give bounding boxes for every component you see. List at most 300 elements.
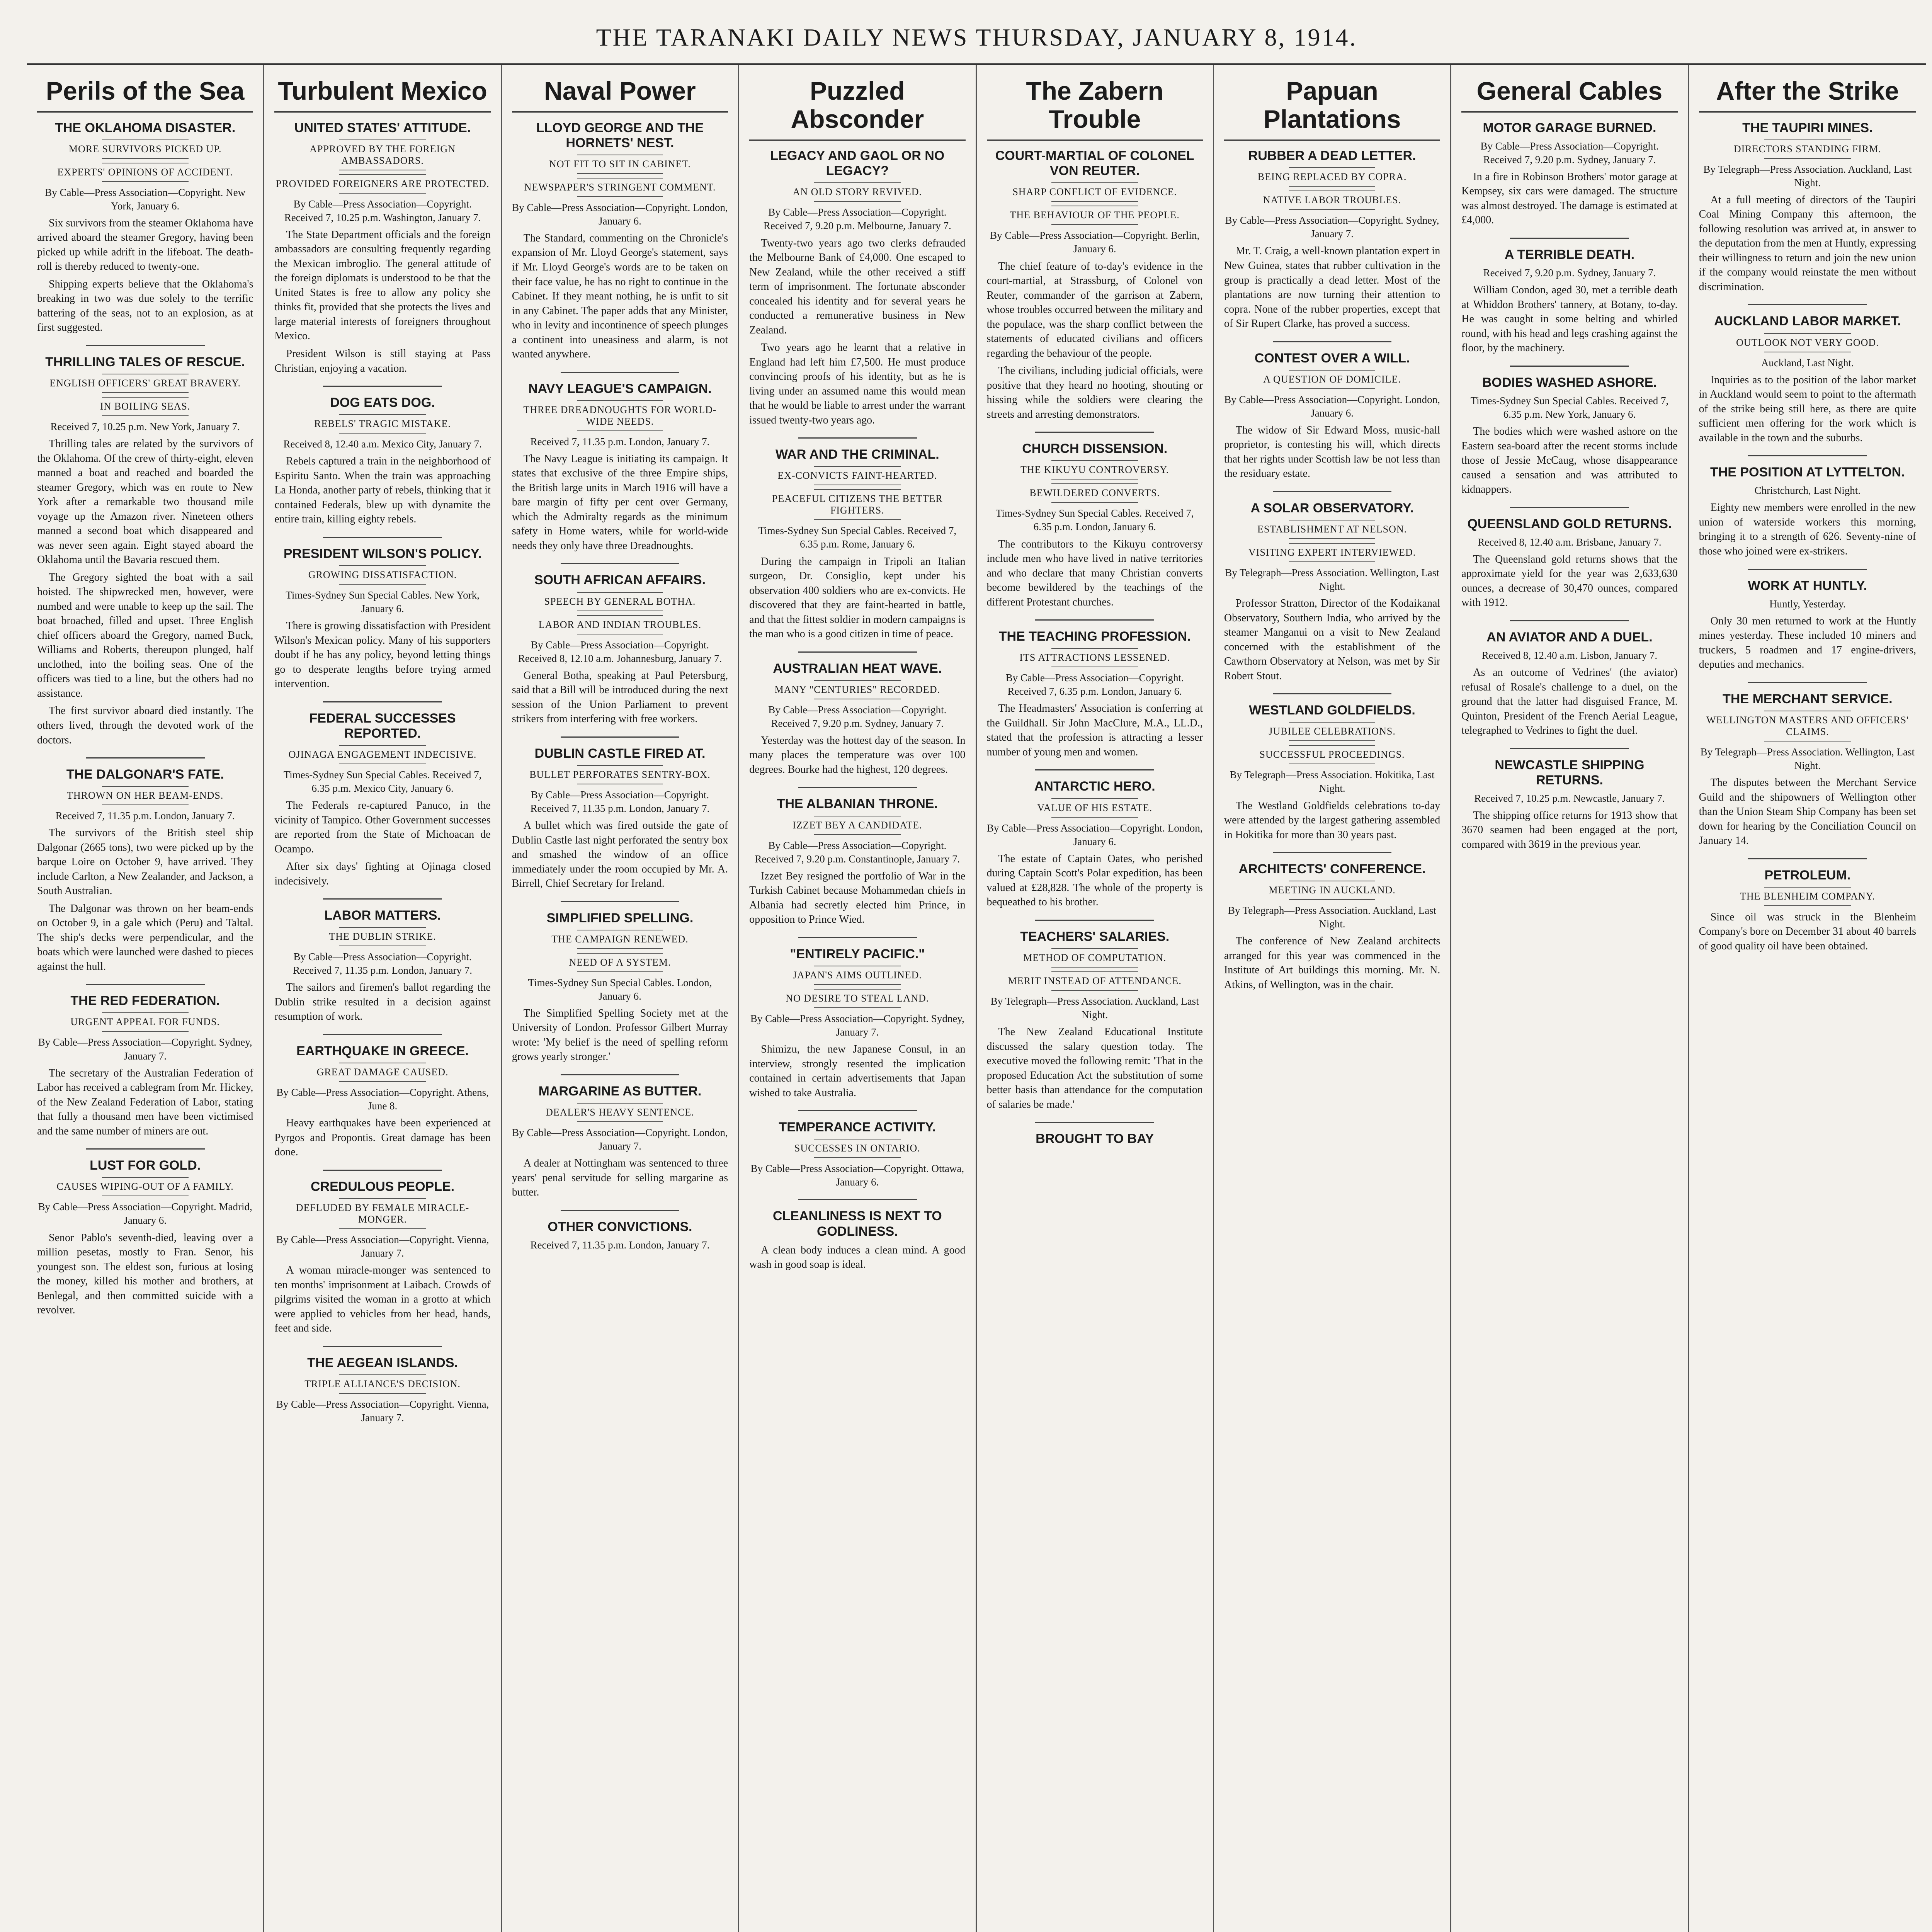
article (987, 432, 1203, 609)
article (1461, 366, 1677, 497)
article-dateline: Received 7, 11.35 p.m. London, January 7. (55, 810, 235, 822)
article-dateline: By Cable—Press Association—Copyright. Sydney, January 7. (1225, 214, 1439, 240)
article-dateline: By Cable—Press Association—Copyright. Received 7, 10.25 p.m. Washington, January 7. (284, 198, 481, 223)
article-subheading: DEALER'S HEAVY SENTENCE. (512, 1103, 728, 1122)
article-divider (1273, 341, 1392, 342)
article-dateline: Times-Sydney Sun Special Cables. Received 7, 6.35 p.m. Rome, January 6. (758, 525, 957, 550)
article-dateline: Times-Sydney Sun Special Cables. Received 7, 6.35 p.m. London, January 6. (995, 507, 1194, 533)
article-paragraph: In a fire in Robinson Brothers' motor garage at Kempsey, six cars were damaged. The structure was almost destroyed. The damage is estimated at £4,000. (1461, 170, 1678, 226)
article-divider (798, 437, 917, 439)
article-subheading: THE BLENHEIM COMPANY. (1699, 887, 1916, 906)
article-paragraph: Mr. T. Craig, a well-known plantation expert in New Guinea, states that rubber cultivation in the group is practically a dead letter. Most of the plantations are now turning their attention to copra. None of the rubber properties, except that of Sir Rupert Clarke, has proved a success. (1224, 245, 1440, 330)
article-divider (323, 1170, 442, 1171)
article-headline: AN AVIATOR AND A DUEL. (1486, 629, 1653, 645)
article-subheading: THE CAMPAIGN RENEWED. (512, 930, 728, 949)
article-subheading: BEWILDERED CONVERTS. (987, 483, 1203, 503)
article-divider (1510, 366, 1629, 367)
article-paragraph: There is growing dissatisfaction with President Wilson's Mexican policy. Many of his supporters doubt if he has any policy, beyond letting things go to desperate lengths before trying armed intervention. (274, 620, 491, 690)
article (987, 769, 1203, 909)
article-divider (1748, 682, 1867, 683)
article-headline: RUBBER A DEAD LETTER. (1248, 148, 1416, 163)
article (512, 736, 728, 891)
article-subheading: EX-CONVICTS FAINT-HEARTED. (749, 466, 965, 485)
article-divider (1748, 455, 1867, 456)
article-dateline: By Cable—Press Association—Copyright. Received 8, 12.10 a.m. Johannesburg, January 7. (518, 639, 722, 664)
article-dateline: Received 8, 12.40 a.m. Lisbon, January 7. (1481, 649, 1658, 661)
article-subheading: MEETING IN AUCKLAND. (1224, 881, 1440, 900)
article-subheading: NOT FIT TO SIT IN CABINET. (512, 155, 728, 174)
article-subheading: URGENT APPEAL FOR FUNDS. (37, 1012, 253, 1032)
article-subheading: IN BOILING SEAS. (37, 397, 253, 416)
article (749, 937, 965, 1100)
article (1699, 682, 1916, 848)
article-dateline: By Cable—Press Association—Copyright. London, January 7. (512, 1127, 728, 1152)
article-headline: QUEENSLAND GOLD RETURNS. (1467, 516, 1672, 531)
article-paragraph: The shipping office returns for 1913 show that 3670 seamen had been engaged at the port, compared with 3619 in the previous year. (1461, 809, 1678, 850)
article-subheading: EXPERTS' OPINIONS OF ACCIDENT. (37, 163, 253, 182)
article (1224, 491, 1440, 683)
article (274, 1170, 490, 1336)
article-divider (323, 537, 442, 538)
article-divider (1273, 491, 1392, 492)
article-dateline: By Telegraph—Press Association. Auckland, Last Night. (990, 995, 1199, 1020)
article (1699, 858, 1916, 954)
article-dateline: By Cable—Press Association—Copyright. Vienna, January 7. (276, 1233, 489, 1259)
article (512, 1074, 728, 1200)
article-paragraph: The survivors of the British steel ship Dalgonar (2665 tons), two were picked up by the barque Loire on October 9, have arrived. They include Carlton, a New Zealander, and Jackson, a South Australian. (37, 827, 253, 897)
article-subheading: SUCCESSFUL PROCEEDINGS. (1224, 745, 1440, 764)
article-headline: PETROLEUM. (1764, 867, 1851, 883)
article-headline: THE ALBANIAN THRONE. (777, 796, 938, 811)
article-headline: THE TEACHING PROFESSION. (998, 629, 1191, 644)
article (1461, 748, 1677, 852)
article-paragraph: Six survivors from the steamer Oklahoma have arrived aboard the steamer Gregory, having been picked up while adrift in the lifeboat. The death-roll is thereby reduced to twenty-one. (37, 217, 253, 273)
article (1699, 569, 1916, 672)
article-divider (798, 1199, 917, 1200)
article-paragraph: The secretary of the Australian Federation of Labor has received a cablegram from Mr. Hickey, of the New Zealand Federation of Labor, stating that fully a thousand men have been victimised and the same number of miners are out. (37, 1067, 253, 1137)
article-subheading: NEED OF A SYSTEM. (512, 953, 728, 972)
news-column (1214, 65, 1451, 1932)
article-divider (1510, 748, 1629, 749)
article-paragraph: The Navy League is initiating its campaign. It states that exclusive of the three Empire ships, the British large units in March 1916 will have a bare margin of fifty per cent over Germany, which the Admiralty regards as the minimum safety in Home waters, while for world-wide needs they only have three Dreadnoughts. (512, 452, 728, 552)
news-column (1451, 65, 1689, 1932)
article-subheading: TRIPLE ALLIANCE'S DECISION. (274, 1374, 490, 1394)
article-headline: BODIES WASHED ASHORE. (1482, 375, 1657, 390)
article-divider (1035, 920, 1154, 921)
article-paragraph: The sailors and firemen's ballot regarding the Dublin strike resulted in a decision against resumption of work. (274, 981, 491, 1023)
article (37, 121, 253, 335)
article-divider (323, 898, 442, 900)
article-headline: COURT-MARTIAL OF COLONEL VON REUTER. (995, 148, 1194, 179)
article-paragraph: Shipping experts believe that the Oklahoma's breaking in two was due solely to the terrific battering of the seas, not to an explosion, as at first suggested. (37, 278, 253, 334)
article-headline: NEWCASTLE SHIPPING RETURNS. (1495, 757, 1645, 787)
news-column (264, 65, 502, 1932)
article-divider (323, 1034, 442, 1035)
article-divider (1510, 620, 1629, 621)
article-headline: LLOYD GEORGE AND THE HORNETS' NEST. (536, 120, 704, 150)
article-dateline: By Telegraph—Press Association. Wellington, Last Night. (1700, 746, 1915, 771)
article-divider (1273, 852, 1392, 853)
article-dateline: By Cable—Press Association—Copyright. New York, January 6. (45, 186, 246, 212)
article-subheading: OJINAGA ENGAGEMENT INDECISIVE. (274, 745, 490, 764)
article-paragraph: Inquiries as to the position of the labor market in Auckland would seem to point to the aftermath of the strike being still here, as there are quite sufficient men offering for the work which is available in the town and the suburbs. (1699, 374, 1916, 444)
article (274, 537, 490, 691)
article (749, 1110, 965, 1189)
article-paragraph: Two years ago he learnt that a relative in England had left him £7,500. He must produce convincing proofs of his identity, but as he is living under an assumed name this would mean that he would be liable to arrest under the warrant issued twenty-two years ago. (749, 342, 966, 426)
article-subheading: NATIVE LABOR TROUBLES. (1224, 190, 1440, 210)
article-dateline: By Telegraph—Press Association. Hokitika, Last Night. (1230, 769, 1435, 794)
article (274, 701, 490, 888)
article-dateline: Huntly, Yesterday. (1769, 598, 1846, 610)
article (1461, 121, 1677, 228)
article-divider (1035, 432, 1154, 433)
article-headline: LABOR MATTERS. (324, 908, 441, 923)
article-dateline: Times-Sydney Sun Special Cables. Received 7, 6.35 p.m. Mexico City, January 6. (283, 769, 482, 794)
article-dateline: Received 8, 12.40 a.m. Mexico City, January 7. (283, 438, 482, 450)
article-paragraph: The New Zealand Educational Institute discussed the salary question today. The executive moved the following remit: 'That in the proposed Education Act the substitution of some better basis than attendance for the computation of salaries be made.' (986, 1026, 1203, 1111)
article (1461, 238, 1677, 355)
article-divider (323, 701, 442, 702)
article (274, 121, 490, 376)
article (749, 148, 965, 427)
article-paragraph: The Westland Goldfields celebrations to-day were attended by the largest gathering assembled in Hokitika for more than 30 years past. (1224, 799, 1440, 841)
article-headline: THRILLING TALES OF RESCUE. (45, 355, 245, 369)
article (274, 386, 490, 527)
article-dateline: Auckland, Last Night. (1761, 357, 1854, 369)
article-subheading: AN OLD STORY REVIVED. (749, 182, 965, 202)
article-paragraph: The contributors to the Kikuyu controversy include men who have lived in native territories and who declare that many Christian converts become bewildered by the teachings of the different Protestant churches. (986, 538, 1203, 608)
article-headline: NAVY LEAGUE'S CAMPAIGN. (528, 381, 712, 396)
article-paragraph: Professor Stratton, Director of the Kodaikanal Observatory, Southern India, who arrived by the steamer Manganui on a visit to New Zealand concerned with the establishment of the Cawthorn Observatory at Nelson, was met by Sir Robert Stout. (1224, 597, 1440, 682)
article (1224, 693, 1440, 842)
article-dateline: By Telegraph—Press Association. Wellington, Last Night. (1225, 567, 1439, 592)
article-dateline: By Cable—Press Association—Copyright. Sydney, January 7. (38, 1036, 252, 1062)
article (37, 757, 253, 974)
article-paragraph: A woman miracle-monger was sentenced to ten months' imprisonment at Laibach. Crowds of pilgrims visited the woman in a grotto at which were applied to vehicles from her head, hands, feet and side. (274, 1264, 491, 1335)
article-headline: AUCKLAND LABOR MARKET. (1714, 314, 1901, 329)
article-paragraph: The first survivor aboard died instantly. The others lived, through the devoted work of the doctors. (37, 705, 253, 746)
article-subheading: APPROVED BY THE FOREIGN AMBASSADORS. (274, 139, 490, 170)
article-paragraph: The Queensland gold returns shows that the approximate yield for the year was 2,633,630 ounces, a decrease of 30,470 ounces, compared with 1912. (1461, 553, 1678, 609)
article-paragraph: The civilians, including judicial officials, were positive that they heard no hooting, shouting or hissing while the soldiers were clearing the streets and arresting demonstrators. (986, 365, 1203, 420)
article (987, 1122, 1203, 1146)
article-dateline: Received 7, 10.25 p.m. Newcastle, January 7. (1474, 792, 1665, 804)
column-title: Papuan Plantations (1224, 77, 1440, 141)
article-divider (1748, 858, 1867, 859)
article-divider (561, 1210, 680, 1211)
article-subheading: WELLINGTON MASTERS AND OFFICERS' CLAIMS. (1699, 711, 1916, 742)
article-paragraph: The widow of Sir Edward Moss, music-hall proprietor, is contesting his will, which directs that her rights under Scottish law be not less than the residuary estate. (1224, 424, 1440, 480)
article-paragraph: The Headmasters' Association is conferring at the Guildhall. Sir John MacClure, M.A., LL.D., stated that the profession is attracting a lesser number of young men and women. (986, 702, 1203, 758)
article-subheading: THE BEHAVIOUR OF THE PEOPLE. (987, 206, 1203, 225)
article-subheading: REBELS' TRAGIC MISTAKE. (274, 414, 490, 434)
article-paragraph: The State Department officials and the foreign ambassadors are consulting frequently regarding the Mexican imbroglio. The general attitude of the foreign diplomats is understood to be that the United States is free to allow any policy she thinks fit, provided that she protects the lives and large material interests of foreigners throughout Mexico. (274, 228, 491, 342)
article-dateline: By Cable—Press Association—Copyright. Received 7, 11.35 p.m. London, January 7. (293, 951, 473, 976)
article-dateline: By Cable—Press Association—Copyright. London, January 6. (1224, 393, 1440, 419)
article (274, 1346, 490, 1425)
article-divider (1748, 304, 1867, 305)
article-subheading: CAUSES WIPING-OUT OF A FAMILY. (37, 1177, 253, 1196)
article-headline: LEGACY AND GAOL OR NO LEGACY? (770, 148, 945, 179)
article-paragraph: The Standard, commenting on the Chronicle's expansion of Mr. Lloyd George's statement, says if Mr. Lloyd George's words are to be taken on their face value, he has no right to continue in the Cabinet. If they meant nothing, he is unfit to sit in any Cabinet. The paper adds that any Minister, who in levity and incontinence of speech plunges a continent into uneasiness and alarm, is not wanted anywhere. (512, 232, 728, 361)
article-paragraph: The Dalgonar was thrown on her beam-ends on October 9, in a gale which (Peru) and Taltal. The ship's decks were perpendicular, and the boats which were launched were dashed to pieces against the hull. (37, 902, 253, 973)
article-divider (1748, 569, 1867, 570)
article-subheading: DIRECTORS STANDING FIRM. (1699, 139, 1916, 159)
article-dateline: By Telegraph—Press Association. Auckland, Last Night. (1703, 163, 1912, 189)
article-headline: UNITED STATES' ATTITUDE. (294, 120, 471, 135)
article-subheading: BULLET PERFORATES SENTRY-BOX. (512, 765, 728, 784)
article-dateline: By Cable—Press Association—Copyright. London, January 6. (512, 201, 728, 227)
article-paragraph: William Condon, aged 30, met a terrible death at Whiddon Brothers' tannery, at Botany, to-day. He was caught in some belting and whirled round, with his head and legs crashing against the floor, by the machinery. (1461, 284, 1678, 354)
article-divider (86, 757, 205, 759)
article (512, 1210, 728, 1252)
article-headline: SIMPLIFIED SPELLING. (546, 910, 694, 925)
article-paragraph: After six days' fighting at Ojinaga closed indecisively. (274, 861, 491, 887)
article-dateline: By Cable—Press Association—Copyright. Received 7, 11.35 p.m. London, January 7. (530, 789, 710, 814)
article-divider (323, 386, 442, 387)
article-paragraph: The estate of Captain Oates, who perished during Captain Scott's Polar expedition, has been valued at £28,828. The whole of the property is bequeathed to his brother. (986, 852, 1203, 908)
article (1699, 121, 1916, 294)
article-subheading: THE KIKUYU CONTROVERSY. (987, 460, 1203, 480)
article-headline: DUBLIN CASTLE FIRED AT. (534, 746, 706, 761)
article-headline: MARGARINE AS BUTTER. (538, 1083, 702, 1099)
article-subheading: VISITING EXPERT INTERVIEWED. (1224, 543, 1440, 562)
article-dateline: Received 7, 10.25 p.m. New York, January 7. (50, 421, 240, 433)
article-paragraph: Since oil was struck in the Blenheim Company's bore on December 31 about 40 barrels of good quality oil have been obtained. (1699, 911, 1916, 952)
article-divider (1273, 693, 1392, 694)
article-dateline: By Cable—Press Association—Copyright. Ottawa, January 6. (750, 1163, 964, 1188)
article-divider (561, 372, 680, 373)
article-headline: A TERRIBLE DEATH. (1504, 247, 1635, 262)
news-column (502, 65, 739, 1932)
article-subheading: MERIT INSTEAD OF ATTENDANCE. (987, 971, 1203, 991)
article-headline: THE DALGONAR'S FATE. (66, 767, 224, 782)
article-subheading: VALUE OF HIS ESTATE. (987, 798, 1203, 818)
article-headline: "ENTIRELY PACIFIC." (790, 946, 925, 961)
article-paragraph: General Botha, speaking at Paul Petersburg, said that a Bill will be introduced during the next session of the Union Parliament to prevent strikers from interfering with free workers. (512, 669, 728, 725)
article-headline: TEMPERANCE ACTIVITY. (779, 1120, 936, 1135)
article-subheading: A QUESTION OF DOMICILE. (1224, 370, 1440, 389)
article-dateline: By Cable—Press Association—Copyright. Received 7, 9.20 p.m. Sydney, January 7. (768, 704, 947, 729)
article-subheading: BEING REPLACED BY COPRA. (1224, 167, 1440, 187)
article-subheading: PROVIDED FOREIGNERS ARE PROTECTED. (274, 174, 490, 194)
column-title: General Cables (1461, 77, 1677, 113)
article-headline: OTHER CONVICTIONS. (548, 1219, 692, 1234)
article-subheading: GROWING DISSATISFACTION. (274, 565, 490, 585)
article-paragraph: A dealer at Nottingham was sentenced to three years' penal servitude for selling margarine as butter. (512, 1157, 728, 1199)
article-dateline: By Cable—Press Association—Copyright. Received 7, 6.35 p.m. London, January 6. (1005, 672, 1184, 697)
article-headline: SOUTH AFRICAN AFFAIRS. (534, 573, 706, 588)
article-subheading: THREE DREADNOUGHTS FOR WORLD-WIDE NEEDS. (512, 400, 728, 431)
article-headline: DOG EATS DOG. (330, 395, 435, 410)
article-subheading: MORE SURVIVORS PICKED UP. (37, 139, 253, 159)
article-headline: THE MERCHANT SERVICE. (1723, 691, 1893, 706)
article (512, 372, 728, 553)
article (749, 437, 965, 641)
article-headline: CONTEST OVER A WILL. (1254, 350, 1410, 366)
article-paragraph: President Wilson is still staying at Pass Christian, enjoying a vacation. (274, 348, 491, 374)
article-dateline: Received 8, 12.40 a.m. Brisbane, January 7. (1478, 536, 1662, 548)
article-subheading: DEFLUDED BY FEMALE MIRACLE-MONGER. (274, 1198, 490, 1229)
article-headline: CHURCH DISSENSION. (1022, 441, 1168, 456)
article-dateline: By Cable—Press Association—Copyright. Berlin, January 6. (990, 230, 1200, 255)
article (274, 898, 490, 1024)
article-divider (86, 1148, 205, 1150)
article-subheading: ESTABLISHMENT AT NELSON. (1224, 520, 1440, 539)
article-dateline: Christchurch, Last Night. (1754, 485, 1861, 497)
article-divider (798, 651, 917, 653)
article-headline: FEDERAL SUCCESSES REPORTED. (309, 711, 456, 741)
article (1224, 852, 1440, 992)
article-divider (1510, 507, 1629, 508)
article-divider (1035, 1122, 1154, 1123)
article-divider (561, 901, 680, 902)
article-divider (1035, 769, 1154, 770)
article-divider (86, 984, 205, 985)
article-subheading: OUTLOOK NOT VERY GOOD. (1699, 333, 1916, 352)
article (37, 1148, 253, 1317)
article-paragraph: A clean body induces a clean mind. A good wash in good soap is ideal. (749, 1244, 966, 1271)
article-subheading: SHARP CONFLICT OF EVIDENCE. (987, 182, 1203, 202)
column-title: Turbulent Mexico (274, 77, 490, 113)
column-title: The Zabern Trouble (987, 77, 1203, 141)
article-dateline: By Cable—Press Association—Copyright. Madrid, January 6. (38, 1201, 252, 1226)
article-dateline: By Cable—Press Association—Copyright. Sydney, January 7. (750, 1012, 964, 1038)
article-dateline: By Cable—Press Association—Copyright. Athens, June 8. (276, 1087, 489, 1112)
article-paragraph: The conference of New Zealand architects arranged for this year was commenced in the Institute of Art buildings this morning. Mr. N. Atkins, of Wellington, was in the chair. (1224, 935, 1440, 991)
news-column (27, 65, 264, 1932)
article-headline: WESTLAND GOLDFIELDS. (1249, 703, 1415, 718)
article (1224, 148, 1440, 331)
article (512, 901, 728, 1064)
article-headline: ANTARCTIC HERO. (1034, 779, 1155, 794)
article-divider (561, 1074, 680, 1075)
article (37, 345, 253, 747)
article-dateline: By Cable—Press Association—Copyright. Received 7, 9.20 p.m. Sydney, January 7. (1480, 140, 1659, 165)
article-headline: CREDULOUS PEOPLE. (310, 1179, 455, 1194)
article-dateline: By Cable—Press Association—Copyright. London, January 6. (986, 822, 1203, 847)
article (1699, 455, 1916, 558)
columns-container (27, 65, 1926, 1932)
article-paragraph: The bodies which were washed ashore on the Eastern sea-board after the recent storms include those of Jessie McCaug, whose disappearance caused a sensation and was attributed to kidnappers. (1461, 425, 1678, 496)
article-dateline: Times-Sydney Sun Special Cables. New York, January 6. (286, 589, 480, 614)
article-headline: THE POSITION AT LYTTELTON. (1710, 465, 1905, 480)
article-divider (798, 787, 917, 788)
article-divider (323, 1346, 442, 1347)
article (512, 121, 728, 362)
article-subheading: PEACEFUL CITIZENS THE BETTER FIGHTERS. (749, 489, 965, 520)
article-divider (561, 736, 680, 738)
article-divider (86, 345, 205, 346)
article-headline: THE AEGEAN ISLANDS. (307, 1355, 458, 1370)
article-paragraph: The Simplified Spelling Society met at the University of London. Professor Gilbert Murray wrote: 'My belief is the need of spelling reform grows yearly stronger.' (512, 1007, 728, 1063)
article (987, 619, 1203, 759)
article-headline: LUST FOR GOLD. (90, 1158, 201, 1173)
article-dateline: By Cable—Press Association—Copyright. Received 7, 9.20 p.m. Constantinople, January 7. (755, 839, 960, 865)
article-headline: A SOLAR OBSERVATORY. (1250, 500, 1414, 515)
article-paragraph: Only 30 men returned to work at the Huntly mines yesterday. These included 10 miners and truckers, 5 roadmen and 17 engine-drivers, deputies and mechanics. (1699, 615, 1916, 671)
column-title: Naval Power (512, 77, 728, 113)
article-subheading: MANY "CENTURIES" RECORDED. (749, 680, 965, 699)
article (749, 1199, 965, 1272)
article-subheading: ENGLISH OFFICERS' GREAT BRAVERY. (37, 374, 253, 393)
article-subheading: IZZET BEY A CANDIDATE. (749, 816, 965, 835)
article-paragraph: The Federals re-captured Panuco, in the vicinity of Tampico. Other Government successes are reported from the State of Michoacan de Ocampo. (274, 799, 491, 855)
article-subheading: LABOR AND INDIAN TROUBLES. (512, 615, 728, 634)
article-paragraph: Heavy earthquakes have been experienced at Pyrgos and Propontis. Great damage has been done. (274, 1117, 491, 1158)
article-subheading: NEWSPAPER'S STRINGENT COMMENT. (512, 178, 728, 197)
article (1699, 304, 1916, 445)
article-headline: WORK AT HUNTLY. (1748, 578, 1867, 593)
article-headline: PRESIDENT WILSON'S POLICY. (283, 546, 482, 561)
article-divider (1510, 238, 1629, 239)
column-title: Perils of the Sea (37, 77, 253, 113)
article-subheading: JUBILEE CELEBRATIONS. (1224, 722, 1440, 741)
article-headline: MOTOR GARAGE BURNED. (1483, 120, 1656, 135)
article-subheading: METHOD OF COMPUTATION. (987, 948, 1203, 968)
article-subheading: THROWN ON HER BEAM-ENDS. (37, 786, 253, 805)
article-subheading: SUCCESSES IN ONTARIO. (749, 1139, 965, 1158)
article-paragraph: The disputes between the Merchant Service Guild and the shipowners of Wellington other than the Union Steam Ship Company has been set down for hearing by the Conciliation Council on January 14. (1699, 777, 1916, 847)
article-paragraph: Senor Pablo's seventh-died, leaving over a million pesetas, mostly to Fran. Senor, his youngest son. The eldest son, furious at losing the money, killed his mother and brothers, at Benlegal, and then committed suicide with a revolver. (37, 1231, 253, 1316)
article-headline: THE RED FEDERATION. (70, 993, 220, 1009)
article-subheading: THE DUBLIN STRIKE. (274, 927, 490, 946)
article-paragraph: Izzet Bey resigned the portfolio of War in the Turkish Cabinet because Mohammedan chiefs in Albania had secretly elected him Prince, in opposition to Prince Wied. (749, 870, 966, 926)
article-paragraph: Thrilling tales are related by the survivors of the Oklahoma. Of the crew of thirty-eight, eleven manned a boat and reached and boarded the steamer Gregory, which was en route to New York after a remarkable two thousand mile voyage up the Amazon river. Nineteen others manned a second boat which disappeared and was never seen again. Eight stayed aboard the Oklahoma until the Bavaria rescued them. (37, 438, 253, 566)
article (987, 920, 1203, 1112)
article-paragraph: Shimizu, the new Japanese Consul, in an interview, strongly resented the implication contained in certain advertisements that Japan wished to take Australia. (749, 1043, 966, 1099)
column-title: Puzzled Absconder (749, 77, 965, 141)
article-dateline: Received 7, 11.35 p.m. London, January 7. (530, 1239, 710, 1251)
article-headline: THE OKLAHOMA DISASTER. (55, 120, 236, 135)
article-subheading: SPEECH BY GENERAL BOTHA. (512, 592, 728, 611)
article-paragraph: The Gregory sighted the boat with a sail hoisted. The shipwrecked men, however, were numbed and were unable to keep up the sail. The boat broached, filled and upset. Three English chief officers aboard the Gregory, named Buck, Williams and Roberts, thereupon plunged, half unclothed, into the boiling seas. One of the officers was tied to a line, but the others had no assistance. (37, 571, 253, 699)
news-column (1689, 65, 1926, 1932)
article (1224, 341, 1440, 481)
article-dateline: By Cable—Press Association—Copyright. Received 7, 9.20 p.m. Melbourne, January 7. (763, 206, 951, 232)
news-column (977, 65, 1214, 1932)
article-divider (561, 563, 680, 564)
article (512, 563, 728, 726)
column-title: After the Strike (1699, 77, 1916, 113)
article-paragraph: Rebels captured a train in the neighborhood of Espiritu Santo. When the train was approaching La Honda, another party of rebels, thinking that it contained Federals, blew up with dynamite the entire train, killing eighty rebels. (274, 455, 491, 526)
article-headline: EARTHQUAKE IN GREECE. (296, 1043, 469, 1058)
article-subheading: GREAT DAMAGE CAUSED. (274, 1063, 490, 1082)
article-paragraph: The chief feature of to-day's evidence in the court-martial, at Strassburg, of Colonel von Reuter, commander of the garrison at Zabern, whose troubles occurred between the military and the populace, was the sharp conflict between the statements of educated civilians and officers regarding the behaviour of the people. (986, 260, 1203, 359)
article-paragraph: Yesterday was the hottest day of the season. In many places the temperature was over 100 degrees. Bourke had the highest, 120 degrees. (749, 734, 966, 776)
article-dateline: Times-Sydney Sun Special Cables. Received 7, 6.35 p.m. New York, January 6. (1470, 395, 1669, 420)
article (749, 651, 965, 777)
news-column (739, 65, 976, 1932)
article-subheading: NO DESIRE TO STEAL LAND. (749, 989, 965, 1008)
article-headline: ARCHITECTS' CONFERENCE. (1238, 862, 1426, 877)
article-dateline: By Telegraph—Press Association. Auckland, Last Night. (1228, 905, 1437, 930)
article-paragraph: During the campaign in Tripoli an Italian surgeon, Dr. Consiglio, kept under his observation 400 soldiers who are ex-convicts. He discovered that they are faint-hearted in battle, and that the fittest soldier in modern campaigns is the man who is a good citizen in time of peace. (749, 555, 966, 640)
article-headline: CLEANLINESS IS NEXT TO GODLINESS. (772, 1209, 942, 1239)
article-divider (798, 1110, 917, 1111)
article-dateline: Received 7, 9.20 p.m. Sydney, January 7. (1483, 267, 1656, 279)
article (37, 984, 253, 1138)
article-divider (1035, 619, 1154, 621)
article-paragraph: A bullet which was fired outside the gate of Dublin Castle last night perforated the sentry box and smashed the window of an office immediately under the room occupied by Mr. A. Birrell, Chief Secretary for Ireland. (512, 820, 728, 890)
article-headline: WAR AND THE CRIMINAL. (775, 447, 939, 462)
article-headline: BROUGHT TO BAY (1036, 1131, 1154, 1146)
article (274, 1034, 490, 1160)
article-divider (798, 937, 917, 938)
article (1461, 507, 1677, 610)
article-dateline: By Cable—Press Association—Copyright. Vienna, January 7. (276, 1398, 489, 1423)
article (1461, 620, 1677, 738)
